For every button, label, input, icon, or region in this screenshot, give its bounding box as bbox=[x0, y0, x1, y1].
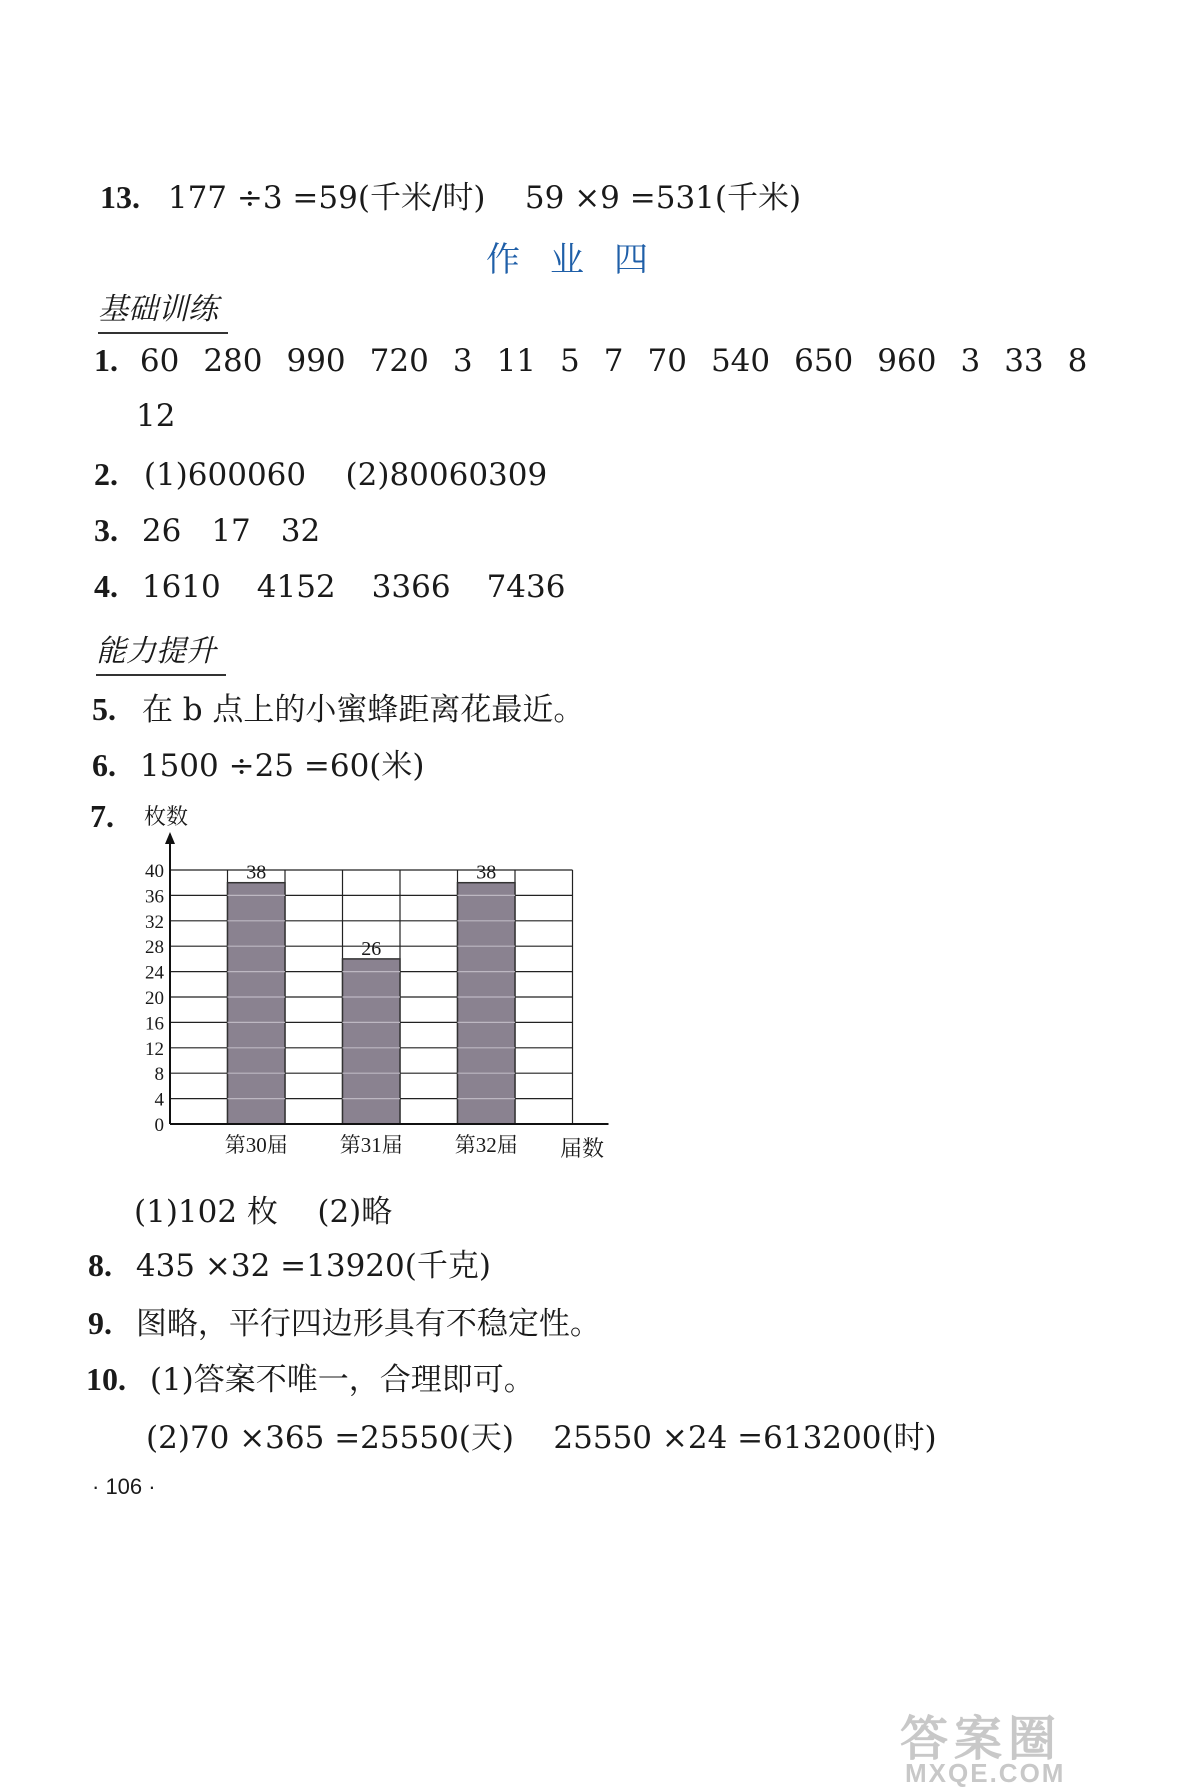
answer-value: 5 bbox=[560, 343, 580, 379]
x-tick-label: 第30届 bbox=[224, 1133, 288, 1157]
page-title: 作业四 bbox=[486, 240, 678, 280]
question-number: 2. bbox=[94, 456, 118, 492]
y-tick-label: 12 bbox=[145, 1038, 164, 1060]
question-13 bbox=[100, 172, 801, 217]
y-tick-label: 24 bbox=[145, 962, 164, 984]
y-tick-label: 36 bbox=[145, 886, 164, 908]
answer-value: 1610 bbox=[141, 569, 221, 605]
question-10 bbox=[86, 1354, 535, 1399]
question-10-part-2: (2)70 ×365 =25550(天) 25550 ×24 =613200(时) bbox=[146, 1420, 937, 1456]
page-number: · 106 · bbox=[92, 1474, 156, 1499]
answer-value: 7 bbox=[603, 343, 624, 379]
answer-value: 7436 bbox=[486, 569, 566, 605]
answer-values bbox=[142, 513, 350, 549]
question-2 bbox=[94, 456, 547, 493]
answer-value: 280 bbox=[203, 343, 263, 379]
bar-value-label: 26 bbox=[361, 937, 382, 960]
question-number: 7. bbox=[90, 798, 114, 834]
bar-value-label: 38 bbox=[246, 861, 267, 884]
answer-text: 在 b 点上的小蜜蜂距离花最近。 bbox=[141, 692, 585, 728]
answer-value: 720 bbox=[369, 343, 429, 379]
y-tick-label: 28 bbox=[145, 937, 164, 959]
question-number: 3. bbox=[94, 512, 118, 548]
question-6 bbox=[92, 740, 425, 785]
answer-value: 3366 bbox=[371, 569, 451, 605]
answer-value: 990 bbox=[286, 343, 346, 379]
question-number: 6. bbox=[92, 747, 116, 783]
watermark-url: MXQE.COM bbox=[905, 1758, 1066, 1788]
bar-value-label: 38 bbox=[476, 861, 497, 884]
question-number: 4. bbox=[94, 568, 118, 604]
answer-value: 3 bbox=[452, 343, 473, 379]
answer-value: 33 bbox=[1004, 343, 1044, 379]
answer-value: 70 bbox=[647, 343, 687, 379]
question-5 bbox=[92, 684, 584, 729]
answer-value: 60 bbox=[139, 343, 180, 379]
x-tick-label: 第31届 bbox=[339, 1133, 403, 1157]
answer-value: 4152 bbox=[256, 569, 336, 605]
y-tick-label: 0 bbox=[154, 1115, 164, 1136]
section-basic-training: 基础训练 bbox=[98, 284, 228, 334]
watermark-logo: 答案圈 bbox=[900, 1713, 1063, 1766]
answer-text: 435 ×32 =13920(千克) bbox=[135, 1248, 491, 1284]
question-4 bbox=[94, 568, 601, 605]
answer-value: 26 bbox=[141, 513, 182, 549]
answer-value: 960 bbox=[877, 343, 937, 379]
y-tick-label: 16 bbox=[145, 1013, 164, 1035]
question-number: 9. bbox=[88, 1305, 112, 1341]
answer-text: 177 ÷3 =59(千米/时) 59 ×9 =531(千米) bbox=[167, 180, 802, 216]
answer-value: 540 bbox=[710, 343, 771, 379]
answer-value: 3 bbox=[960, 343, 981, 379]
bar bbox=[458, 883, 516, 1124]
bar bbox=[228, 883, 286, 1124]
y-tick-label: 40 bbox=[145, 861, 164, 882]
question-1 bbox=[94, 342, 1111, 379]
question-7 bbox=[90, 798, 114, 835]
question-9 bbox=[88, 1298, 601, 1343]
medal-bar-chart bbox=[130, 800, 630, 1170]
section-ability-improvement: 能力提升 bbox=[96, 626, 226, 676]
question-8 bbox=[88, 1240, 491, 1285]
x-tick-label: 第32届 bbox=[454, 1133, 518, 1157]
y-axis-arrow bbox=[165, 832, 175, 844]
x-axis-label: 届数 bbox=[560, 1136, 605, 1161]
y-tick-label: 4 bbox=[154, 1089, 164, 1111]
question-number: 10. bbox=[86, 1361, 126, 1397]
answer-text: (1)600060 (2)80060309 bbox=[143, 457, 548, 493]
answer-value: 11 bbox=[496, 343, 537, 379]
question-number: 1. bbox=[94, 342, 118, 378]
answer-part-1: (1)答案不唯一，合理即可。 bbox=[149, 1362, 535, 1398]
answer-values bbox=[142, 569, 602, 605]
y-tick-label: 8 bbox=[154, 1064, 164, 1086]
y-tick-label: 32 bbox=[145, 911, 164, 933]
answer-value: 650 bbox=[794, 343, 854, 379]
answer-value: 8 bbox=[1067, 343, 1088, 379]
question-3 bbox=[94, 512, 350, 549]
question-7-answer: (1)102 枚 (2)略 bbox=[134, 1194, 393, 1230]
bar bbox=[343, 959, 401, 1124]
question-1-continuation: 12 bbox=[136, 398, 176, 434]
answer-value: 17 bbox=[211, 513, 251, 549]
question-number: 5. bbox=[92, 691, 116, 727]
y-tick-label: 20 bbox=[145, 988, 164, 1009]
answer-text: 1500 ÷25 =60(米) bbox=[139, 748, 425, 784]
question-number: 13. bbox=[100, 179, 140, 215]
answer-values bbox=[140, 343, 1112, 379]
answer-text: 图略，平行四边形具有不稳定性。 bbox=[135, 1306, 601, 1342]
y-axis-label: 枚数 bbox=[144, 804, 189, 829]
question-number: 8. bbox=[88, 1247, 112, 1283]
answer-value: 32 bbox=[280, 513, 321, 549]
